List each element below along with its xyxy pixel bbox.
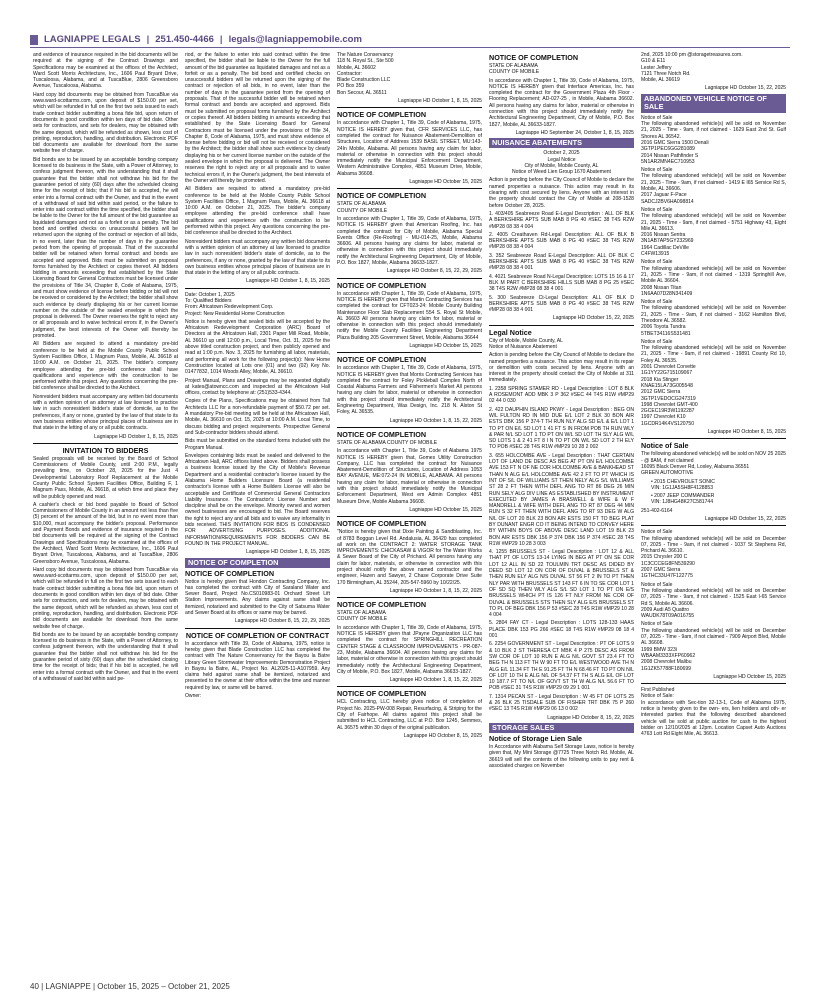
page-footer: 40 | LAGNIAPPE | October 15, 2025 – October 21, 2025 bbox=[30, 982, 230, 991]
divider bbox=[641, 683, 786, 684]
notice-text: 251-402-6164 bbox=[641, 507, 673, 514]
divider bbox=[641, 438, 786, 439]
notice-text: Owner: bbox=[185, 693, 202, 700]
notice-text: 4. 1255 BRUSSELS ST - Legal Description : LOT 12 & ALL THAT PT OF LOTS 13-14 LYING IN BEG AT PT ON SE COR LOT 12 ALL IN SD 22 TOULMIN TRT DESC AS DIDED BY DEED SD LOT 12 ON COR OF DUVAL & BRUSSELS ST & THEN RUN ELY ALG N/S DUVAL ST 56 FT 2 IN TO PT THEN NLY PAR WITH BRUSSELS ST 143 FT 6 IN TO SE COR LOT 1 OF SD SQ THEN WLY ALG S/L SD LOT 1 TO PT ON E/S BRUSSELS WHICH PT IS 126 FT NLY FROM NE COR OF DUVAL & BRUSSELS STS THEN SLY ALG E/S BRUSSELS ST TO PL OF BEG DBK 156 P 53 #SEC 28 T4S R1W #MP29 10 28 4 004 bbox=[489, 549, 634, 619]
vehicle-bullet: • 2007 JEEP COMMANDER VIN: 1J8HG48K27C581744 bbox=[651, 493, 715, 506]
header-separator: | bbox=[146, 34, 150, 45]
notice-text: A cashier's check or bid bond payable to Board of School Commissioners of Mobile County in an amount not less than five (5) percent of the amount of the bid, but in no event more than $10,000, must accompany the bidder's proposal. Performance and Payment Bonds and evidence of insurance required in the bid documents will be required at the signing of the Contract Drawings and Specifications may be examined at the offices of the Architect, Ward Scott Morris Architecture, Inc., 1606 Paul Bryant Drive, Tuscaloosa, Alabama, and at TuscaBlue, 2806 Greensboro Avenue, Tuscaloosa, Alabama. bbox=[33, 501, 178, 565]
notice-text: In accordance with Chapter 1, Title 39, Code of Alabama, 1975, NOTICE IS HEREBY given that, CFR SERVICES LLC, has completed the contract for Nuisance Abatement-Demolition of Structures, Location of Address 1539 BASIL STREET, MU:143-24In Mobile, Alabama. All persons having any claim for labor, material or otherwise in connection with this project should immediately notify the Municipal Enforcement Department, Western Administrative Complex, 4851 Museum Drive, Mobile, Alabama 36608. bbox=[337, 120, 482, 177]
notice-text: 6. 2254 GOVERNMENT ST - Legal Description : PT OF LOTS 9 & 10 BLK 2 ST THERESA CT MBK 4 P 275 DESC AS FROM SW COR OF LOT 10 RUN E ALG N/L GOVT ST 23.4 FT TO BEG TH N 113 FT TH W 90 FT TO E/L WESTWOOD AVE TH N ALG E/L 11.34 FT TH E 91.25 FT TH N 68.46 FT TO PT ON N/L OF LOT 10 TH E ALG N/L OF 54.37 FT TH S ALG E/L OF LOT 10 187.7 FT TO N/L OF GOVT ST TH W ALG N/L 56.6 FT TO POB #SEC 31 T4S R1W #MP29 09 29 1 001 bbox=[489, 641, 634, 692]
notice-text: Notice of Sale The following abandoned vehicle(s) will be sold on November 21, 2025 - Time - 9am, if not claimed - 1629 East 2nd St. Gulf Shores AL 36542. 2016 GMC Sierra 1500 Denali 3GTP1PEC6GG281089 2014 Nissan Pathfinder S 5N1AR2MN4EC710953 bbox=[641, 114, 786, 165]
column-3 bbox=[337, 52, 482, 972]
notice-text: Notice of Sale The following abandoned vehicle(s) will be sold on November 21, 2025 - Time - 9am, if not claimed - 3162 Hamilton Blvd, Theodore AL 36582. 2006 Toyota Tundra 5TBET34116S531481 bbox=[641, 299, 786, 337]
notice-text: In accordance with Chapter 1, Title 39, Code of Alabama, 1975, NOTICE IS HEREBY given that Morris Contracting Services has completed the contract for Foley Pickleball Complex North of Coastal Alabama Farmers and Fishermen's Market All persons having any claim for labor, material or otherwise in connection with this project should immediately notify the Architectural Engineering Department, Was Design, Inc. 218 N. Alston St Foley, AL 36535. bbox=[337, 365, 482, 416]
section-band: NUISANCE ABATEMENTS bbox=[489, 138, 634, 148]
publication-line: Lagniappe HD October 15, 2025 bbox=[713, 673, 786, 680]
publication-line: Lagniappe HD October 8, 15, 22, 29, 2025 bbox=[234, 618, 330, 625]
vehicle-vin: VIN: 1G1JA5SH8F4128853 bbox=[651, 484, 714, 491]
notice-text: Date: October 1, 2025 To: Qualified Bidders From: Africatown Redevelopment Corp. Project: New Residential Home Construction bbox=[185, 291, 285, 317]
vehicle-vin: VIN: 1J8HG48K27C581744 bbox=[651, 499, 714, 506]
notice-text: 3. 352 Seabreeze Road E-Legal Description: ALL OF BLK C BERKSHIRE APTS SUB MAB 8 PG 40 #SEC 38 T4S R2W #MP28 08 38 4 001 bbox=[489, 252, 634, 272]
divider bbox=[337, 188, 482, 189]
notice-text: Notice of Sale The following abandoned vehicle(s) will be sold on November 21, 2025 - Time - 9am, if not claimed - 5751 Highway 43, Eight Mile AL 36613. 2016 Nissan Sentra 3N1AB7AP5GY232969 1964 Cadillac DeVille C4FW13915 bbox=[641, 206, 786, 258]
section-band: ABANDONED VEHICLE NOTICE OF SALE bbox=[641, 94, 786, 113]
vehicle-name: 2007 JEEP COMMANDER bbox=[654, 493, 715, 500]
notice-text: Copies of the Plans, Specifications may be obtained from Tall Architects LLC for a non-refundable payment of $50.72 per set. A mandatory Pre-bid meeting will be held at the Africatown Hall, Mobile, AL 36610 on Oct. 15, 2025 at 10:00 A.M. Local Time, to discuss bidding and project requirements. Prospective General and Sub-contractor bidders should attend. bbox=[185, 398, 330, 436]
divider bbox=[337, 278, 482, 279]
publication-line: Lagniappe HD October 15, 2025 bbox=[409, 506, 482, 513]
publication-line: Lagniappe HD October 1, 8, 15, 22, 2025 bbox=[389, 677, 482, 684]
notice-text: "Notice is hereby given that Dixie Painting & Sandblasting, Inc. of 8783 Boggan Level Rd. Andalusia, AL 36420 has completed all work on the CONTRACT 2: WATER STORAGE TANK IMPROVEMENTS: CHICKASAW & VIGOR for The Water Works & Sewer Board of the City of Prichard. All persons having any claim for labor, materials, or otherwise in connection with this project should notify the above named contractor and the engineer, Hazen and Sawyer, 2 Chase Corporate Drive Suite 170 Birmingham, AL 35244, 205-547-5960 by 10/22/25. bbox=[337, 529, 482, 586]
notice-text: Notice of Sale The following abandoned vehicle(s) will be sold on November 21, 2025 - Time - 9am, if not claimed - 19891 County Rd 10, Foley AL 36535. 2001 Chevrolet Corvette 1G1YY22G715109067 2018 Kia Stinger KNAE15LA73G005548 2012 GMC Sierra 3GTP1VEDOCG247319 1998 Chevrolet GMT-400 2GCEC19R3W1192287 1997 Chevrolet K10 1GCDR14K4VS120750 bbox=[641, 338, 786, 427]
divider bbox=[185, 288, 330, 289]
section-title: LAGNIAPPE LEGALS bbox=[44, 34, 141, 45]
notice-heading: NOTICE OF COMPLETION bbox=[337, 280, 427, 290]
publication-line: Lagniappe HD October 1, 8, 15, 2025 bbox=[246, 278, 330, 285]
notice-text: STATE OF ALABAMA COUNTY OF MOBILE bbox=[337, 610, 388, 623]
notice-heading: NOTICE OF COMPLETION bbox=[337, 429, 427, 439]
header-separator: | bbox=[219, 34, 223, 45]
notice-text: City of Mobile, Mobile County, AL Notice of Nuisance Abatement bbox=[489, 337, 563, 350]
publication-line: Lagniappe HD October 8, 15, 22, 29, 2025 bbox=[386, 268, 482, 275]
notice-text: Hard copy bid documents may be obtained from TuscaBlue via www.ward-scottarms.com, upon deposit of $150.00 per set, which will be refunded in full on the first two sets issued to each trade contract bidder submitting a bona fide bid, upon return of documents in good condition within ten days of bid date. Other sets for contractors, and sets for dealers, may be obtained with the same deposit, which will be refunded as shown, less cost of printing, reproduction, handling, and distribution. Electronic PDF bid documents are available for download from the same website free of charge. bbox=[33, 566, 178, 630]
divider bbox=[337, 516, 482, 517]
column-5 bbox=[641, 52, 786, 972]
column-4 bbox=[489, 52, 634, 972]
notice-text: In accordance with Chapter 1, Title 39, Code of Alabama 1975 NOTICE IS HEREBY given that, Gomes Utility Construction Company, LLC has completed the contract for Nuisance Abatement-Demolition of Structures, Location of Address 1053 BAY AVENUE, ME:072-24 IN MOBILE, ALABAMA. All persons having any claim for labor, material or otherwise in connection with this project should immediately notify the Municipal Enforcement Department, West em Admin Complex 4851 Museum Drive, Mobile Alabama 36608. bbox=[337, 448, 482, 505]
publication-line: Lagniappe HD October 1, 8, 15, 22, 2025 bbox=[389, 417, 482, 424]
notice-heading: Notice of Storage Lien Sale bbox=[489, 733, 583, 743]
notice-text: Bids must be submitted on the standard forms included with the Program Manual. bbox=[185, 438, 330, 451]
notice-text: 4. 4021 Seabreeze Road N-Legal Description: LOTS 15 16 & 17 BLK M PART C BERKSHIRE HILLS SUB MAB 8 PG 25 #SEC 38 T4S R2W #MP28 08 38 4 001 bbox=[489, 273, 634, 293]
notice-text: 7. 1314 PECAN ST - Legal Description : W 45 FT OF LOTS 25 & 26 BLK 25 TISDALE SUB OF FISHER TRT DBK 75 P 260 #SEC 13 T4S R1W #MP29 06 13 0 002 bbox=[489, 693, 634, 713]
notice-text: 2nd, 2025 10:00 pm @storagetreasures.com. G10 & E11 Lester Jeffery 7121 Three Notch Rd. Mobile, AL 36619 bbox=[641, 52, 743, 84]
notice-text: The following abandoned vehicle(s) will be sold on NOV 25 2025 - @ 8AM, if not claimed 16095 Black Denver Rd, Loxley, Alabama 36551 GREEN AUTOMOTIVE bbox=[641, 451, 786, 477]
publication-line: Lagniappe HD October 8, 15, 2025 bbox=[403, 732, 482, 739]
notice-text: 1. 403/405 Seabreeze Road E-Legal Description : ALL OF BLK A BERKSHIRE APTS SUB MAB 8 PG 40 #SEC 38 T4S R2W #MP28 08 38 4 004 bbox=[489, 210, 634, 230]
notice-text: 5. 300 Seabreeze Ct-Legal Description: ALL OF BLK D BERKSHIRE APTS SUB MAB 8 PG 40 #SEC 38 T4S R2W #MP28 08 38 4 001 bbox=[489, 294, 634, 314]
page-header bbox=[30, 32, 790, 48]
publication-line: Lagniappe HD October 8, 15, 2025 bbox=[707, 429, 786, 436]
section-band: STORAGE SALES bbox=[489, 723, 634, 733]
divider bbox=[337, 427, 482, 428]
notice-text: Nonresident bidders must accompany any written bid documents with a written opinion of an attorney at law licensed to practice law in such nonresident bidder's state of domicile, as to the preferences, if any or none, granted by the law of that state to its own business entities whose principal places of business are in that state in the letting of any or all public contracts. bbox=[185, 238, 330, 277]
divider bbox=[185, 628, 330, 629]
publication-line: Lagniappe HD October 1, 8, 15, 22, 2025 bbox=[389, 587, 482, 594]
notice-text: and evidence of insurance required in the bid documents will be required at the signing of the Contract Drawings and Specifications may be examined at the offices of the Architect, Ward Scott Morris Architecture, Inc., 1606 Paul Bryant Drive, Tuscaloosa, Alabama, and at TuscaBlue, 2806 Greensboro Avenue, Tuscaloosa, Alabama. bbox=[33, 52, 178, 90]
notice-heading: NOTICE OF COMPLETION OF CONTRACT bbox=[185, 630, 330, 640]
notice-heading: NOTICE OF COMPLETION bbox=[337, 689, 427, 699]
vehicle-bullet: • 2015 CHEVROLET SONIC VIN: 1G1JA5SH8F4128853 bbox=[651, 478, 715, 491]
header-email[interactable]: legals@lagniappemobile.com bbox=[228, 34, 362, 45]
notice-text: All Bidders are required to attend a mandatory pre-bid conference to be held at the Mobile County Public School System Facilities Office, 1 Magnum Pass, Mobile, AL 36618 at 10:00 A.M. on October 21, 2025. The bidder's company employee attending the pre-bid conference shall have qualifications and experience with the construction to be performed within this project. Any questions concerning the pre-bid conference shall be directed to the Architect. bbox=[33, 341, 178, 392]
vehicle-name: 2015 CHEVROLET SONIC bbox=[654, 478, 715, 485]
notice-text: Notice of Sale The following abandoned vehicle(s) will be sold on December 07, 2025 - Time - 9am, if not claimed - 1525 East I-65 Service Rd S, Mobile AL 36606. 2009 Audi A5 Quattro WAUDK78T09A016755 bbox=[641, 581, 786, 620]
legal-columns bbox=[33, 52, 788, 972]
notice-text: In accordance with Chapter 1, Title 39, Code of Alabama, 1975, NOTICE IS HEREBY given that American Roofing, Inc. has completed the contract for City of Mobile, Alabama Special Events Office (Re-Roofing) - MU-014-25, Mobile, Alabama 36606. All persons having any claims for labor, material or otherwise in connection with this project should immediately notify the Architectural Engineering Department, City of Mobile, P.O. Box 1827, Mobile, Alabama 36633-1827. bbox=[337, 215, 482, 267]
notice-text: Hard copy bid documents may be obtained from TuscaBlue via www.ward-scottarms.com, upon deposit of $150.00 per set, which will be refunded in full on the first two sets issued to each trade contract bidder submitting a bona fide bid, upon return of documents in good condition within ten days of bid date. Other sets for contractors, and sets for dealers, may be obtained with the same deposit, which will be refunded as shown, less cost of printing, reproduction, handling, and distribution. Electronic PDF bid documents are available for download from the same website free of charge. bbox=[33, 91, 178, 155]
divider bbox=[337, 597, 482, 598]
notice-heading: NOTICE OF COMPLETION bbox=[185, 568, 275, 578]
notice-text: Notice of Sale The following abandoned vehicle(s) will be sold on December 07, 2025 - Time - 9am, if not claimed - 1037 St Stephens Rd, Prichard AL 36610. 2015 Chrysler 200 C 1C3CCCEG8FN539290 2007 GMC Sierra 1GTHC33U47F122775 bbox=[641, 529, 786, 580]
publication-line: Lagniappe HD October 8, 15, 22, 2025 bbox=[547, 714, 634, 721]
publication-line: Lagniappe HD September 24, October 1, 8, 15, 2025 bbox=[515, 129, 634, 136]
notice-text: In accordance with Title 39, Code of Alabama, 1975, notice is hereby given that Blade Construction LLC has completed the contract with The Nature Conservancy for the Bayou la Batre Library Green Stormwater Improvements Demonstration Project in Bayou la Batre, AL, Project No. AL2025-11-A107959. Any claims held against same shall be itemized, notarized and presented to the owner at their office within the time and manner required by law, or same will be barred. bbox=[185, 640, 330, 691]
publication-line: Lagniappe HD October 15, 22, 2025 bbox=[704, 85, 786, 92]
notice-heading: Legal Notice bbox=[489, 327, 532, 337]
notice-heading: NOTICE OF COMPLETION bbox=[337, 355, 427, 365]
notice-heading: NOTICE OF COMPLETION bbox=[337, 600, 427, 610]
publication-line: Lagniappe HD October 15, 2025 bbox=[409, 342, 482, 349]
notice-text: 3. 655 HOLCOMBE AVE - Legal Description : THAT CERTAIN LOT OF LAND DE DESC AS BEG AT PT ON E/L HOLCOMBE AVE 153 FT N OF NE COR HOLCOMBE AVE & BANKHEAD ST THAN N ALG E/L HOLCOMBE AVE 42 2 FT TO PT WHICH IS INT OF S/L OF WILLIAMS ST THEN NELY ALG S/L WILLIAMS ST 28 2 FT THEN WITH DEFL ANG TO RT 86 DEG 26 MIN RUN SELY ALG DIV LINE AS ESTABLISHED BY INSTRUMENT EXECUTED BY JAMES A BRASWELL & WIFE & W F MANDRELL & WIFE WITH DEFL ANG TO RT 87 DEG 44 MIN RUN S 32 FT THEN WITH DEFL ANG TO RT 93 DEG W ALG N/L OF LOT 20 BLK 23 BON AIR ESTS 150 FT TO BEG PLAT BY DUNANT ENGR CO IT BEING INTEND TO CONVEY HERE BY WITHIN BOYS OF ABOVE DESC LAND LOT 19 BLK 23 BON AIR ESTS DBK 156 P 374 DBK 156 P 374 #SEC 28 T4S R1W #MP29 10 28 3 003 bbox=[489, 452, 634, 547]
publication-line: Lagniappe HD October 15, 2025 bbox=[409, 179, 482, 186]
section-band: NOTICE OF COMPLETION bbox=[185, 558, 330, 568]
notice-text: STATE OF ALABAMA COUNTY OF MOBILE bbox=[489, 63, 540, 76]
divider bbox=[337, 107, 482, 108]
notice-text: Project Manual, Plans and Drawings may be requested digitally at kates@atowncc.com and inspected at the Africatown Hall offices, contact by telephone at: (251)533-4344. bbox=[185, 377, 330, 397]
notice-text: All Bidders are required to attend a mandatory pre-bid conference to be held at the Mobile County Public School System Facilities Office, 1 Magnum Pass, Mobile, AL 36618 at 10:00 A.M. on October 21, 2025. The bidder's company employee attending the pre-bid conference shall have qualifications and experience with the construction to be performed within this project. Any questions concerning the pre-bid conference shall be directed to the Architect. bbox=[185, 186, 330, 237]
notice-text: STATE OF ALABAMA COUNTY OF MOBILE bbox=[337, 201, 388, 214]
notice-text: First Published Notice of Sale: In accordance with Sec-tion 32-13-1, Code of Alabama 1975, notice is hereby given to the own- ers, lien holders and oth- er interested parties that the following described abandoned vehicle will be sold at public auction for cash to the highest bidder on 12/10/2025 at 12pm. Location Capset Auto Auctions 4763 Lott Rd Eight Mile, AL 36613. bbox=[641, 687, 786, 738]
header-marker bbox=[30, 35, 38, 45]
notice-heading: NOTICE OF COMPLETION bbox=[489, 53, 579, 62]
column-1 bbox=[33, 52, 178, 972]
notice-text: Notice of Sale The following abandoned vehicle(s) will be sold on December 07, 2025 - Time - 9am, if not claimed - 7909 Airport Blvd, Mobile AL 36608. 1999 BMW 323i WBAAM3333XFP60962 2008 Chevrolet Malibu 1G1ZK57788F180699 bbox=[641, 621, 786, 672]
divider bbox=[489, 325, 634, 326]
notice-heading: NOTICE OF COMPLETION bbox=[337, 110, 427, 120]
notice-text: HCL Contracting, LLC hereby gives notice of completion of Project No. 2025-PW-008 Repair, Resurfacing, & Striping for the City of Fairhope. All claims against this project shall be submitted to HCL Contracting, LLC at P.O. Box 1245, Semmes, AL 36575 within 30 days of the original publication. bbox=[337, 699, 482, 731]
publication-line: Lagniappe HD October 15, 22, 2025 bbox=[552, 315, 634, 322]
divider bbox=[337, 352, 482, 353]
notice-heading: INVITATION TO BIDDERS bbox=[62, 445, 149, 455]
publication-line: Lagniappe HD October 1, 8, 15, 2025 bbox=[398, 98, 482, 105]
notice-heading: NOTICE OF COMPLETION bbox=[337, 191, 427, 201]
publication-line: Lagniappe HD October 15, 22, 2025 bbox=[704, 516, 786, 522]
notice-text: Action is pending before the City Council of Mobile to declare the named properties a nuisance. This action may result in its repair or demolition with costs secured by liens. Anyone with an interest in the property should contact the City of Mobile at 311 immediately. bbox=[489, 352, 634, 384]
notice-text: Notice of Sale The following abandoned vehicle(s) will be sold on November 21, 2025 - Time - 9am, if not claimed - 1319 Springhill Ave, Mobile AL 36604. 2008 Nissan Titan 1N6AA07D28N341409 bbox=[641, 259, 786, 297]
notice-text: Notice is hereby given that sealed bids will be accepted by the Africatown Redevelopment Corporation (ARC) Board of Directors at the Africatown Hall, 2301 Paper Mill Road, Mobile, AL 36610 up until 12:00 p.m., Local Time, Oct. 31, 2025 for the above titled construction project, and then publicly opened and read at 1:00 p.m. Nov. 3, 2025 for furnishing all labor, materials, and performing all work for the following project(s): New Home Construction located at Lots one (01) and two (02) Key No. 01477832, 1014 Woods Alley, Mobile, AL 36610. bbox=[185, 318, 330, 376]
notice-text: In accordance with Chapter 1, Title 39, Code of Alabama, 1975, NOTICE IS HEREBY given that Martin Contracting Services has completed the contract for CFT023-24: Mobile County Building Maintenance Floor Slab Replacement 554 S. Royal St Mobile, AL 36603 All persons having any claim for labor, material or otherwise in connection with this project should immediately notify the Mobile County Facilities Engineering Department Plaza Building 205 Government Street, Mobile, Alabama 36644 bbox=[337, 290, 482, 341]
notice-heading: NOTICE OF COMPLETION bbox=[337, 519, 427, 529]
notice-text: Bid bonds are to be issued by an acceptable bonding company licensed to do business in the State, with a Power of Attorney, to confess judgment thereon, with the understanding that it shall guarantee that the bidder shall not withdraw his bid for the guarantee period of sixty (60) days after the scheduled closing time for the receipt of bids; that if his bid is accepted, he will enter into a formal contract with the Owner, and that in the event of a withdrawal of said bid within said pe- bbox=[33, 631, 178, 682]
notice-text: STATE OF ALABAMA COUNTY OF MOBILE bbox=[337, 439, 438, 446]
notice-text: In accordance with Chapter 1, Title 39, Code of Alabama, 1975, NOTICE IS HEREBY given that JPayne Organization LLC has completed the contract for SPRINGHILL RECREATION CENTER STAGE & CLASSROOM IMPROVEMENTS - PR-087-23, Mobile, Alabama 36604. All persons having any claims for labor, material or otherwise in connection with this project should immediately notify the Architectural Engineering Department, City of Mobile, P.O. Box 1827, Mobile, Alabama 36633-1827. bbox=[337, 624, 482, 675]
divider bbox=[33, 443, 178, 444]
notice-text: In accordance with Chapter 1, Title 39, Code of Alabama, 1975, NOTICE IS HEREBY given that Interface Americas, Inc. has completed the contract for the Government Plaza 4th Floor - Flooring Replacement; AD-027-25 , in Mobile, Alabama 36602. All persons having any claims for labor, material or otherwise in connection with this project should immediately notify the Architectural Engineering Department, City of Mobile, P.O. Box 1827, Mobile, AL 36633-1827. bbox=[489, 77, 634, 128]
notice-text: Nonresident bidders must accompany any written bid documents with a written opinion of an attorney at law licensed to practice law in such nonresident bidder's state of domicile, as to the preferences, if any or none, granted by the law of that state to its own business entities whose principal places of business are in that state in the letting of any or all public contracts. bbox=[33, 393, 178, 432]
notice-text: The Nature Conservancy 118 N. Royal St., Ste 500 Mobile, AL 36602 Contractor: Blade Construction LLC PO Box 359 Bon Secour, AL 36511 bbox=[337, 52, 394, 96]
notice-text: Notice of Sale The following abandoned vehicle(s) will be sold on November 21, 2025 - Time - 9am, if not claimed - 1419 E I65 Service Rd S, Mobile, AL 36606. 2017 Jaguar F-Pace SADCJ2BV6HA098814 bbox=[641, 167, 786, 205]
notice-text: 2. 422 DAUPHIN ISLAND PKWY - Legal Description : BEG ON W/L FULTON RD IN MID DUE E/L LOT 2 BLK 30 BON AIR ESTS DBK 156 P 374-T TH RUN NLY ALG SD E/L & E/L LOT 1 TO PT ON E/L SD LOT 1 41 FT S IN FROM POB TH RUN WLY & PAR N/L SD LOT 1 TO PT ON W/L SD LOT TH SLY ALG W/L SD LOTS 1 & 2 41 FT 8 I N TO PT ON W/L SD LOT 2 TH ELY TO POB #SEC 28 T4S R1W #MP29 10 28 2 002 bbox=[489, 406, 634, 451]
header-phone: 251.450-4466 bbox=[155, 34, 214, 45]
notice-heading: Notice of Sale bbox=[641, 441, 689, 451]
divider bbox=[337, 686, 482, 687]
divider bbox=[641, 525, 786, 526]
notice-text: Sealed proposals will be received by the Board of School Commissioners of Mobile County, until 2:00 P.M., legally prevailing time, on October 28, 2025 for the Just 4 Developmental Laboratory Roof Replacement at the Mobile County Public School System Facilities Office, Building F, 1 Magnum Pass, Mobile, AL 36618, at which time and place they will be publicly opened and read. bbox=[33, 455, 178, 500]
notice-text: Envelopes containing bids must be sealed and delivered to the Africatown Hall, ARC offices listed above. Bidders shall possess a business license issued by the City of Mobile's Revenue Department and a residential contractor's license issued by the Alabama Home Builders Licensure Board (a residential contractor's license with a Home Builders License will also be acceptable and Certificate of Commercial General Contractors Liability Insurance. The Contractor's License Number and discipline shall be on the envelope. Minority owned and women owned businesses are encouraged to bid. The Board reserves the right to reject any and all bids and to waive any informality in bids received. THIS INVITATION FOR BIDS IS CONDENSED FOR ADVERTISING PURPOSES. ADDITIONAL INFORMATION/REQUIREMENTS FOR BIDDERS CAN BE FOUND IN THE PROJECT MANUAL. bbox=[185, 452, 330, 547]
notice-text: riod, or the failure to enter into said contract within the time specified, the bidder shall be liable to the Owner for the full amount of the bid guarantee as liquidated damages and not as a forfeit or as a penalty. The bid bond and certified checks on unsuccessful bidders will be returned upon the signing of the contract or rejection of all bids, in no event, later than the number of days in the guarantee period from the opening of proposals. That of the successful bidder will be retained when formal contract and bonds are accepted and approved. Bids must be submitted on proposal forms furnished by the Architect or copies thereof. All bidders bidding in amounts exceeding that established by the State Licensing Board for General Contractors must be licensed under the provisions of Title 34, Chapter 8, Code of Alabama, 1975, and must show evidence of license before bidding or bid will not be received or considered by the Architect; the bidder shall show such evidence by clearly displaying his or her current license number on the outside of the sealed envelope in which the proposal is delivered. The Owner reserves the right to reject any or all proposals and to waive technical errors if, in the Owner's judgment, the best interests of the Owner will thereby be promoted. bbox=[185, 52, 330, 184]
publication-line: Lagniappe HD October 1, 8, 15, 2025 bbox=[94, 433, 178, 440]
notice-text: 2. 4005 Creathaven Rd-Legal Description: ALL OF BLK B BERKSHIRE APTS SUB MAB 8 PG 40 #SEC 38 T4S R2W #MP28 08 38 4 004 bbox=[489, 231, 634, 251]
notice-text: 1. 2358 SPRING STAMER RD - Legal Description : LOT 8 BLK A ROSEMONT ADD MBK 3 P 362 #SEC 44 T4S R1W #MP29 02 44 0 030 bbox=[489, 385, 634, 405]
notice-text: In Accordance with Alabama Self Storage Laws, notice is hereby given that, My Mini Storage @7725 Three Notch Rd. Mobile, AL 36619 will sell the contents of the following units to pay rent & associated charges on November bbox=[489, 743, 634, 769]
notice-text: Action is pending before the City Council of Mobile to declare the named properties a nuisance. This action may result in its clearing with cost secured by liens. Anyone with an interest in the property should contact the City of Mobile at 208-1528 before October 28, 2025. bbox=[489, 177, 634, 209]
notice-text: October 2, 2025 Legal Notice City of Mobile, Mobile County, AL Notice of Weed Lien Group 1670 Abatement bbox=[512, 150, 611, 176]
notice-text: 5. 2804 FAY CT - Legal Description : LOTS 128-133 HAAS PLACE DBK 153 PG 266 #SEC 18 T4S R1W #MP29 08 18 4 001 bbox=[489, 620, 634, 640]
column-2 bbox=[185, 52, 330, 972]
notice-text: Bid bonds are to be issued by an acceptable bonding company licensed to do business in the State, with a Power of Attorney, to confess judgment thereon, with the understanding that it shall guarantee that the bidder shall not withdraw his bid for the guarantee period of sixty (60) days after the scheduled closing time for the receipt of bids; that if his bid is accepted, he will enter into a formal contract with the Owner, and that in the event of a withdrawal of said bid within said period, or the failure to enter into said contract within the time specified, the bidder shall be liable to the Owner for the full amount of the bid guarantee as liquidated damages and not as a forfeit or as a penalty. The bid bond and certified checks on unsuccessful bidders will be returned upon the signing of the contract or rejection of all bids, in no event, later than the number of days in the guarantee period from the opening of proposals. That of the successful bidder will be retained when formal contract and bonds are accepted and approved. Bids must be submitted on proposal forms furnished by the Architect or copies thereof. All bidders bidding in amounts exceeding that established by the State Licensing Board for General Contractors must be licensed under the provisions of Title 34, Chapter 8, Code of Alabama, 1975, and must show evidence of license before bidding or bid will not be received or considered by the Architect; the bidder shall show such evidence by clearly displaying his or her current license number on the outside of the sealed envelope in which the proposal is delivered. The Owner reserves the right to reject any or all proposals and to waive technical errors if, in the Owner's judgment, the best interests of the Owner will thereby be promoted. bbox=[33, 156, 178, 340]
notice-text: Notice is hereby given that Hondon Contracting Company, Inc. has completed the contract with City of Saraland Water and Sewer Board, Project No.CS010983-01 Orchard Street Lift Station Improvements. Any claims against same shall be itemized, notarized and submitted to the City of Satsuma Water and Sewer Board at its offices or same may be barred. bbox=[185, 578, 330, 617]
publication-line: Lagniappe HD October 1, 8, 15, 2025 bbox=[246, 549, 330, 556]
